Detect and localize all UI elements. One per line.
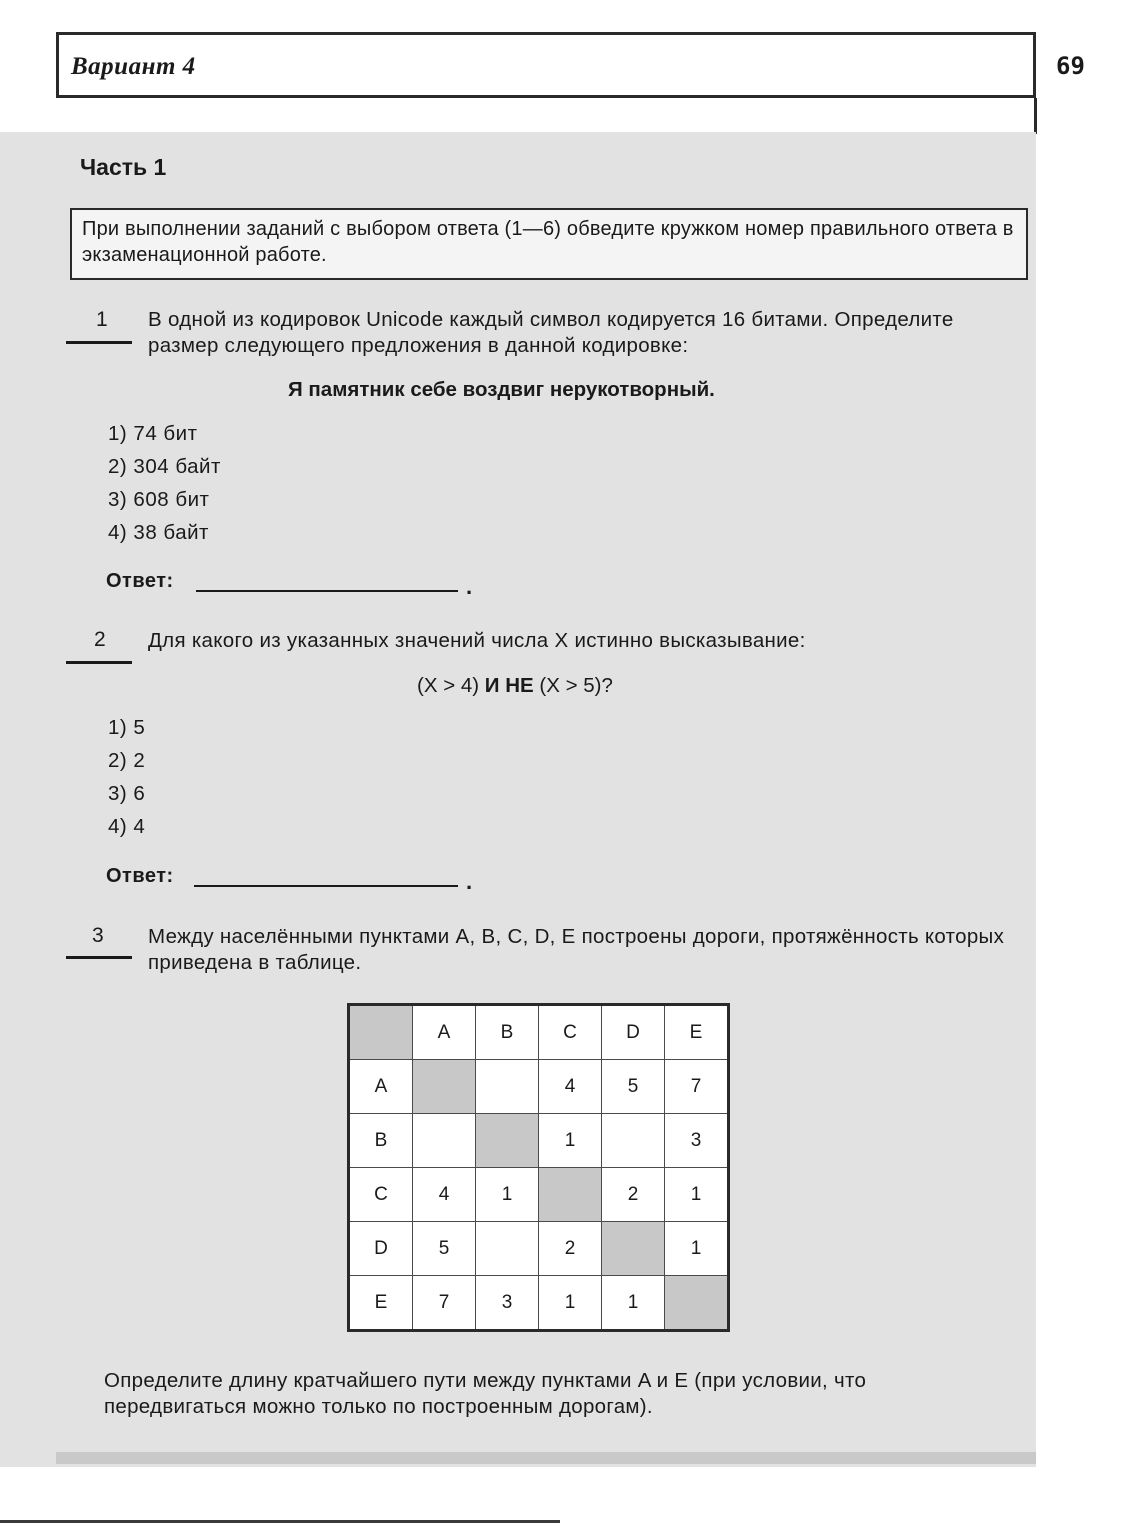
- panel-shadow: [56, 1452, 1036, 1464]
- task-1-answer-label: Ответ:: [106, 570, 174, 592]
- task-3-question: Определите длину кратчайшего пути между пунктами A и E (при условии, что передвигаться можно только по построенным дорогам).: [104, 1369, 867, 1418]
- table-row: [349, 1276, 729, 1331]
- task-2-expr-b: (X > 5)?: [539, 674, 613, 697]
- task-2-expr-a: (X > 4): [417, 674, 480, 697]
- task-2-answer-field[interactable]: [194, 885, 458, 887]
- task-1-option-3[interactable]: 3) 608 бит: [108, 488, 210, 511]
- bottom-rule: [0, 1520, 560, 1523]
- distance-table: [347, 1003, 730, 1332]
- task-2-text: Для какого из указанных значений числа X истинно высказывание:: [148, 629, 806, 652]
- table-cell: 3: [476, 1276, 539, 1331]
- table-cell: 2: [602, 1168, 665, 1222]
- task-1-option-1[interactable]: 1) 74 бит: [108, 422, 198, 445]
- table-cell: [476, 1114, 539, 1168]
- table-cell: 7: [413, 1276, 476, 1331]
- table-row-header: B: [349, 1114, 413, 1168]
- table-column-header: B: [476, 1005, 539, 1060]
- table-column-header: E: [665, 1005, 729, 1060]
- table-cell: [476, 1060, 539, 1114]
- task-2-answer-label: Ответ:: [106, 865, 174, 887]
- table-cell: [539, 1168, 602, 1222]
- table-cell: 7: [665, 1060, 729, 1114]
- table-row: [349, 1060, 729, 1114]
- table-row: [349, 1114, 729, 1168]
- variant-header: [56, 32, 1036, 98]
- table-cell: 4: [413, 1168, 476, 1222]
- table-row-header: E: [349, 1276, 413, 1331]
- table-cell: [413, 1060, 476, 1114]
- table-column-header: C: [539, 1005, 602, 1060]
- task-3-number: 3: [92, 924, 104, 947]
- table-row-header: C: [349, 1168, 413, 1222]
- task-1-option-4[interactable]: 4) 38 байт: [108, 521, 209, 544]
- task-2-option-2[interactable]: 2) 2: [108, 749, 146, 772]
- task-1-option-2[interactable]: 2) 304 байт: [108, 455, 221, 478]
- task-2-answer-dot: .: [466, 869, 473, 894]
- page-number: 69: [1056, 52, 1085, 80]
- table-row: [349, 1168, 729, 1222]
- table-cell: 1: [665, 1222, 729, 1276]
- task-1-answer-dot: .: [466, 574, 473, 599]
- task-2-option-1[interactable]: 1) 5: [108, 716, 146, 739]
- table-cell: 4: [539, 1060, 602, 1114]
- task-2-underline: [66, 661, 132, 664]
- table-header-row: [349, 1005, 729, 1060]
- task-2-option-4[interactable]: 4) 4: [108, 815, 146, 838]
- table-cell: 2: [539, 1222, 602, 1276]
- table-cell: 1: [539, 1114, 602, 1168]
- table-cell: [413, 1114, 476, 1168]
- table-cell: [476, 1222, 539, 1276]
- table-cell: 1: [665, 1168, 729, 1222]
- table-cell: [665, 1276, 729, 1331]
- table-column-header: A: [413, 1005, 476, 1060]
- table-cell: 1: [602, 1276, 665, 1331]
- table-cell: [602, 1114, 665, 1168]
- table-column-header: D: [602, 1005, 665, 1060]
- table-cell: [602, 1222, 665, 1276]
- table-cell: 5: [602, 1060, 665, 1114]
- task-2-expression: [417, 674, 613, 698]
- variant-title: Вариант 4: [71, 53, 196, 80]
- task-2-expr-op: И НЕ: [484, 674, 534, 697]
- header-connector-line: [1034, 98, 1037, 134]
- task-3-text: Между населёнными пунктами A, B, C, D, E построены дороги, протяжённость которых приведена в таблице.: [148, 925, 1005, 974]
- table-cell: 1: [476, 1168, 539, 1222]
- task-1-sentence: Я памятник себе воздвиг нерукотворный.: [288, 378, 715, 401]
- table-cell: 1: [539, 1276, 602, 1331]
- task-1-options: [108, 417, 221, 549]
- task-2-number: 2: [94, 628, 106, 651]
- table-cell: 3: [665, 1114, 729, 1168]
- table-row: [349, 1222, 729, 1276]
- table-corner-cell: [349, 1005, 413, 1060]
- task-1-underline: [66, 341, 132, 344]
- task-1-number: 1: [96, 308, 108, 331]
- task-1-answer-field[interactable]: [196, 590, 458, 592]
- task-2-option-3[interactable]: 3) 6: [108, 782, 146, 805]
- table-cell: 5: [413, 1222, 476, 1276]
- task-2-options: [108, 711, 145, 843]
- task-1-text: В одной из кодировок Unicode каждый символ кодируется 16 битами. Определите размер следующего предложения в данной кодировке:: [148, 308, 954, 357]
- part-title: Часть 1: [80, 154, 167, 180]
- table-row-header: D: [349, 1222, 413, 1276]
- table-row-header: A: [349, 1060, 413, 1114]
- instruction-box: При выполнении заданий с выбором ответа (1—6) обведите кружком номер правильного ответа в экзаменационной работе.: [70, 208, 1028, 280]
- task-3-underline: [66, 956, 132, 959]
